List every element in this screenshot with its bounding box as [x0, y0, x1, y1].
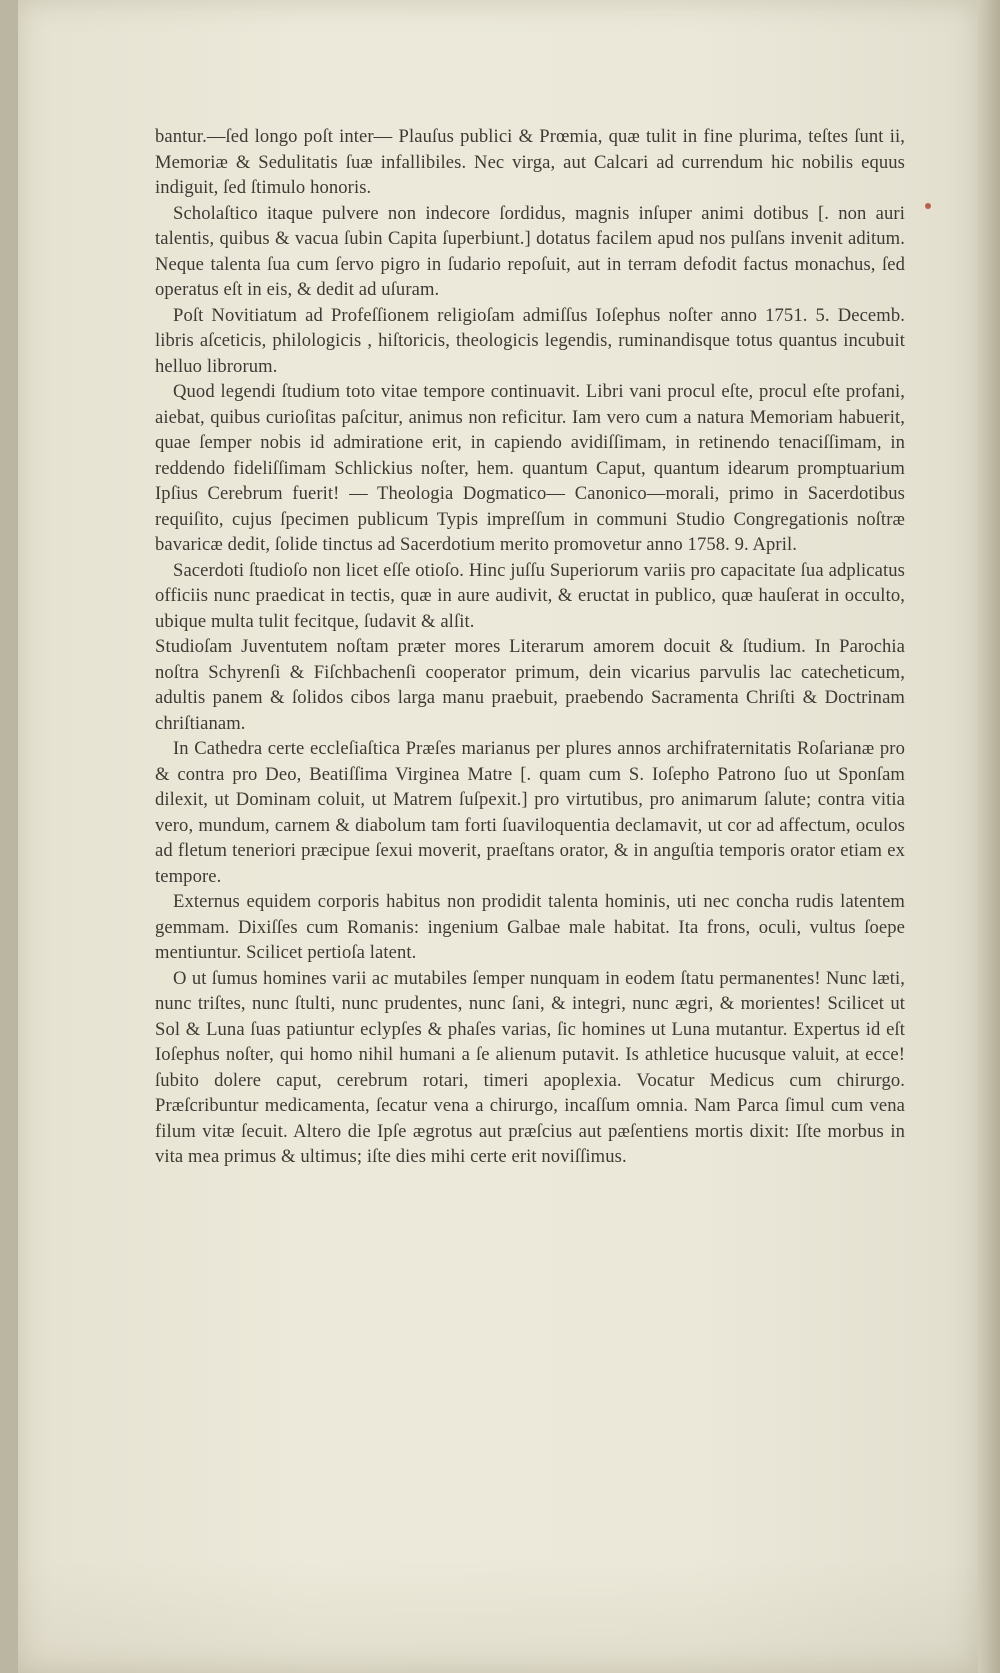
paragraph: Studioſam Juventutem noſtam præter mores Literarum amorem docuit & ſtudium. In Parochia noſtra Schyrenſi & Fiſchbachenſi cooperator primum, dein vicarius parvulis lac catecheticum, adultis panem & ſolidos cibos larga manu praebuit, praebendo Sacramenta Chriſti & Doctrinam chriſtianam.	[155, 636, 905, 734]
paragraph: Sacerdoti ſtudioſo non licet eſſe otioſo. Hinc juſſu Superiorum variis pro capacitate ſua adplicatus officiis nunc praedicat in tectis, quæ in aure audivit, & eructat in publico, quæ hauſerat in occulto, ubique multa tulit fecitque, ſudavit & alſit.	[155, 559, 905, 632]
paragraph: bantur.—ſed longo poſt inter— Plauſus publici & Prœmia, quæ tulit in fine plurima, teſtes ſunt ii, Memoriæ & Sedulitatis ſuæ infallibiles. Nec virga, aut Calcari ad currendum hic nobilis equus indiguit, ſed ſtimulo honoris.	[155, 126, 905, 198]
paragraph: Externus equidem corporis habitus non prodidit talenta hominis, uti nec concha rudis latentem gemmam. Dixiſſes cum Romanis: ingenium Galbae male habitat. Ita frons, oculi, vultus ſoepe mentiuntur. Scilicet pertioſa latent.	[155, 891, 905, 963]
document-body	[155, 124, 905, 1170]
paragraph: Quod legendi ſtudium toto vitae tempore continuavit. Libri vani procul eſte, procul eſte profani, aiebat, quibus curioſitas paſcitur, animus non reficitur. Iam vero cum a natura Memoriam habuerit, quae ſemper nobis id admiratione erit, in capiendo avidiſſimam, in retinendo tenaciſſimam, in reddendo fideliſſimam Schlickius noſter, hem. quantum Caput, quantum idearum promptuarium Ipſius Cerebrum fuerit! — Theologia Dogmatico— Canonico—morali, primo in Sacerdotibus requiſito, cujus ſpecimen publicum Typis impreſſum in communi Studio Congregationis noſtræ bavaricæ dedit, ſolide tinctus ad Sacerdotium merito promovetur anno 1758. 9. April.	[155, 381, 905, 555]
page-edge	[978, 0, 1000, 1673]
paragraph: O ut ſumus homines varii ac mutabiles ſemper nunquam in eodem ſtatu permanentes! Nunc læti, nunc triſtes, nunc ſtulti, nunc prudentes, nunc ſani, & integri, nunc ægri, & morientes! Scilicet ut Sol & Luna ſuas patiuntur eclypſes & phaſes varias, ſic homines ut Luna mutantur. Expertus id eſt Ioſephus noſter, qui homo nihil humani a ſe alienum putavit. Is athletice hucusque valuit, at ecce! ſubito dolere caput, cerebrum rotari, timeri apoplexia. Vocatur Medicus cum chirurgo. Præſcribuntur medicamenta, ſecatur vena a chirurgo, incaſſum omnia. Nam Parca ſimul cum vena filum vitæ ſecuit. Altero die Ipſe ægrotus aut præſcius aut pæſentiens mortis dixit: Iſte morbus in vita mea primus & ultimus; iſte dies mihi certe erit noviſſimus.	[155, 967, 905, 1167]
paper-shadow	[18, 1560, 978, 1673]
paragraph: Poſt Novitiatum ad Profeſſionem religioſam admiſſus Ioſephus noſter anno 1751. 5. Decemb. libris aſceticis, philologicis , hiſtoricis, theologicis legendis, ruminandisque totus quantus incubuit helluo librorum.	[155, 304, 905, 377]
paragraph: Scholaſtico itaque pulvere non indecore ſordidus, magnis inſuper animi dotibus [. non auri talentis, quibus & vacua ſubin Capita ſuperbiunt.] dotatus facilem apud nos pulſans invenit aditum. Neque talenta ſua cum ſervo pigro in ſudario repoſuit, aut in terram defodit factus monachus, ſed operatus eſt in eis, & dedit ad uſuram.	[155, 202, 905, 300]
ink-blot	[925, 203, 931, 209]
paragraph: In Cathedra certe eccleſiaſtica Præſes marianus per plures annos archifraternitatis Roſarianæ pro & contra pro Deo, Beatiſſima Virginea Matre [. quam cum S. Ioſepho Patrono ſuo ut Sponſam dilexit, ut Dominam coluit, ut Matrem ſuſpexit.] pro virtutibus, pro animarum ſalute; contra vitia vero, mundum, carnem & diabolum tam forti ſuaviloquentia declamavit, ut cor ad affectum, oculos ad fletum teneriori præcipue ſexui moverit, praeſtans orator, & in anguſtia temporis orator etiam ex tempore.	[155, 738, 905, 887]
